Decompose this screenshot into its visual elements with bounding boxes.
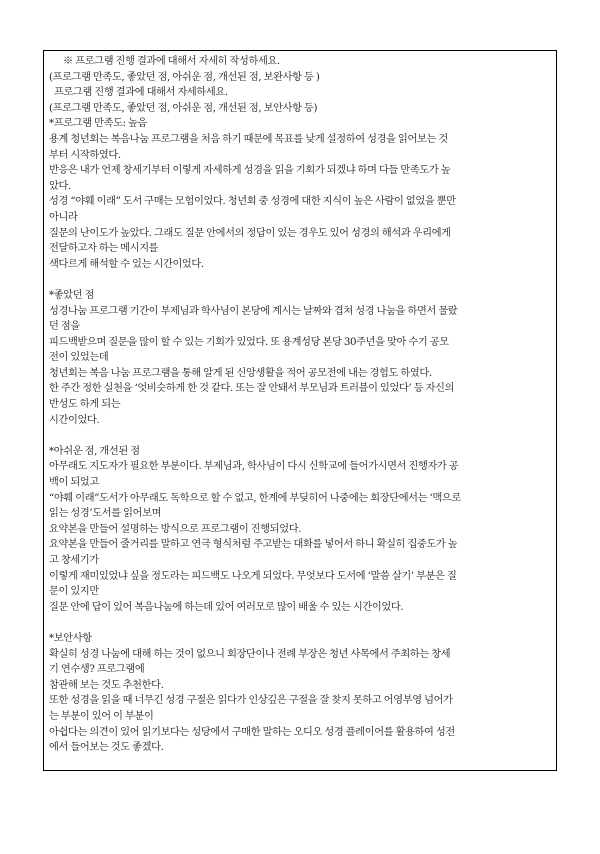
paragraph-line: 읽는 성경’도서를 읽어보며 bbox=[49, 508, 162, 520]
paragraph-line: 요약본을 만들어 설명하는 방식으로 프로그램이 진행되었다. bbox=[49, 523, 302, 535]
paragraph-line: 한 주간 정한 실천을 ‘엇비슷하게 한 것 같다. 또는 잘 안돼서 부모님과 트러블이 있었다’ 등 자신의 bbox=[49, 383, 455, 395]
paragraph-line: 참관해 보는 것도 추천한다. bbox=[49, 679, 164, 691]
paragraph-line: 전달하고자 하는 메시지를 bbox=[49, 243, 159, 255]
section-heading: *좋았던 점 bbox=[49, 289, 95, 301]
paragraph-line: 아니라 bbox=[49, 211, 78, 223]
paragraph-line: 요약본을 만들어 줄거리를 말하고 연극 형식처럼 주고받는 대화를 넣어서 하니 확실히 집중도가 높 bbox=[49, 539, 458, 551]
paragraph-line: 청년회는 복음 나눔 프로그램을 통해 알게 된 신앙생활을 적어 공모전에 내는 경험도 하였다. bbox=[49, 367, 432, 379]
instruction-heading: ※ 프로그램 진행 결과에 대해서 자세히 작성하세요. bbox=[63, 56, 280, 67]
paragraph-line: 성경나눔 프로그램 기간이 부제님과 학사님이 본당에 계시는 날짜와 겹쳐 성경 나눔을 하면서 물랐 bbox=[49, 305, 458, 317]
report-form-box bbox=[43, 50, 557, 771]
paragraph-line: 는 부분이 있어 이 부분이 bbox=[49, 710, 154, 722]
section-regret-improvement bbox=[49, 444, 551, 616]
paragraph-line: 기 연수생? 프로그램에 bbox=[49, 664, 145, 676]
paragraph-line: “야훼 이래”도서가 아무래도 독학으로 할 수 없고, 한계에 부딪히어 나중에는 회장단에서는 ‘맥으로 bbox=[49, 492, 461, 504]
section-heading: *보안사항 bbox=[49, 632, 92, 644]
section-heading: *프로그램 만족도: 높음 bbox=[49, 118, 148, 130]
paragraph-line: 색다르게 해석할 수 있는 시간이었다. bbox=[49, 258, 204, 270]
paragraph-line: 에서 들어보는 것도 좋겠다. bbox=[49, 742, 164, 754]
paragraph-line: 이렇게 재미있었냐 싶을 정도라는 피드백도 나오게 되었다. 무엇보다 도서에 ‘말씀 살기’ 부분은 질 bbox=[49, 570, 457, 582]
paragraph-line: 반성도 하게 되는 bbox=[49, 399, 121, 411]
instruction-heading-repeat: 프로그램 진행 결과에 대해서 자세하세요. bbox=[54, 87, 228, 99]
section-heading: *아쉬운 점, 개선된 점 bbox=[49, 445, 140, 457]
paragraph-line: 질문의 난이도가 높았다. 그래도 질문 안에서의 정답이 있는 경우도 있어 성경의 해석과 우리에게 bbox=[49, 227, 451, 239]
section-good-points bbox=[49, 288, 551, 428]
spacer bbox=[49, 428, 551, 444]
paragraph-line: 확실히 성경 나눔에 대해 하는 것이 없으니 회장단이나 전례 부장은 청년 사목에서 주최하는 창세 bbox=[49, 648, 451, 660]
spacer bbox=[49, 615, 551, 631]
paragraph-line: 또한 성경을 읽을 때 너무긴 성경 구절은 읽다가 인상깊은 구절을 잘 찾지 못하고 어영부영 넘어가 bbox=[49, 695, 453, 707]
paragraph-line: 았다. bbox=[49, 180, 71, 192]
paragraph-line: 고 창세기가 bbox=[49, 555, 99, 566]
paragraph-line: 던 점을 bbox=[49, 321, 80, 333]
paragraph-line: 문이 있지만 bbox=[49, 586, 99, 598]
instruction-subtitle: (프로그램 만족도, 좋았던 점, 아쉬운 점, 개선된 점, 보완사항 등 ) bbox=[49, 71, 320, 83]
instruction-subtitle-repeat: (프로그램 만족도, 좋았던 점, 아쉬운 점, 개선된 점, 보안사항 등) bbox=[49, 102, 318, 114]
paragraph-line: 백이 되었고 bbox=[49, 477, 99, 489]
paragraph-line: 반응은 내가 언제 창세기부터 이렇게 자세하게 성경을 읽을 기회가 되겠냐 하며 다들 만족도가 높 bbox=[49, 165, 451, 177]
paragraph-line: 아무래도 지도자가 필요한 부분이다. 부제님과, 학사님이 다시 신학교에 들어가시면서 진행자가 공 bbox=[49, 461, 459, 473]
paragraph-line: 질문 안에 답이 있어 복음나눔에 하는데 있어 여러모로 많이 배울 수 있는 시간이었다. bbox=[49, 601, 404, 613]
paragraph-line: 용계 청년회는 복음나눔 프로그램을 처음 하기 때문에 목표를 낮게 설정하여 성경을 읽어보는 것 bbox=[49, 133, 448, 145]
section-satisfaction bbox=[49, 116, 551, 272]
section-supplement bbox=[49, 631, 551, 756]
paragraph-line: 아쉽다는 의견이 있어 읽기보다는 성당에서 구매한 말하는 오디오 성경 플레이어를 활용하여 성전 bbox=[49, 726, 455, 738]
paragraph-line: 성경 “야훼 이래” 도서 구매는 모험이었다. 청년회 중 성경에 대한 지식이 높은 사람이 없었을 뿐만 bbox=[49, 196, 456, 208]
paragraph-line: 전이 있었는데 bbox=[49, 352, 109, 364]
paragraph-line: 부터 시작하였다. bbox=[49, 149, 121, 161]
paragraph-line: 피드백받으며 질문을 많이 할 수 있는 기회가 있었다. 또 용계성당 본당 30주년을 맞아 수기 공모 bbox=[49, 336, 449, 348]
paragraph-line: 시간이었다. bbox=[49, 414, 100, 426]
spacer bbox=[49, 272, 551, 288]
